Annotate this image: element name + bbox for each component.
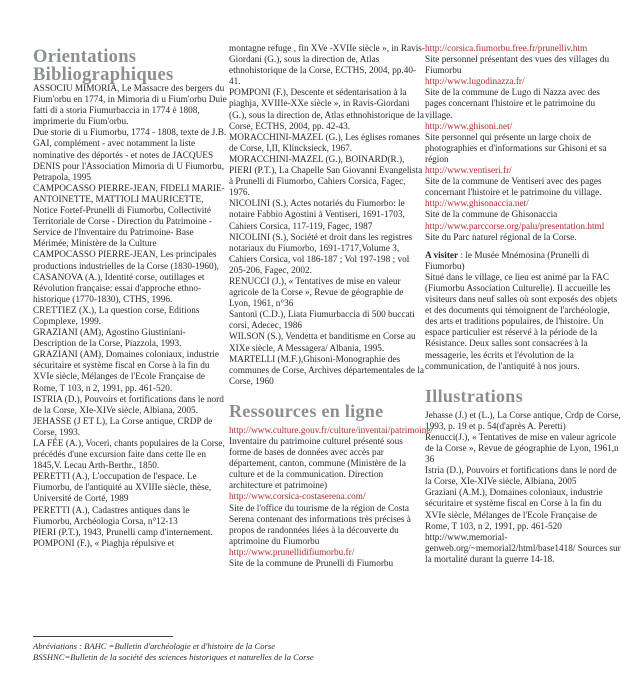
bibliography-entry: Due storie di u Fiumorbu, 1774 - 1808, texte de J.B. GAI, complément - avec notamment la liste nominative des déportés - et notes de JACQUES DENIS pour l'Association Mimoria di U Fiumorbu, Petrapola, 1995 (33, 128, 227, 183)
resource-link[interactable]: http://www.ventiseri.fr/ (425, 166, 512, 177)
resource-link[interactable]: http://www.culture.gouv.fr/culture/inventai/patrimoine/ (229, 425, 434, 436)
resource-link[interactable]: http://www.ghisonaccia.net/ (425, 199, 529, 210)
bibliography-entry: MORACCHINI-MAZEL (G.), BOINARD(R.), (229, 154, 405, 165)
column-2 (229, 44, 434, 570)
column-1 (33, 48, 229, 550)
ressources-list-part-2 (425, 44, 621, 244)
bibliography-entry: PIERI (P.T.), La Chapelle San Giovanni Evangelista à Prunelli di Fiumorbo, Cahiers Corsica, Fagec, 1976. (229, 166, 423, 199)
ressources-list-part-1 (229, 425, 434, 570)
a-visiter-paragraph (425, 251, 621, 273)
ressources-heading: Ressources en ligne (229, 400, 384, 421)
resource-description: Site de la commune de Ghisonaccia (425, 210, 558, 221)
bibliography-entry: NICOLINI (S.), Actes notariés du Fiumorbo: le notaire Fabbio Agostini à Ventiseri, 1691-1703, Cahiers Corsica, 117-119, Fagec, 1987 (229, 199, 405, 232)
a-visiter-title: : le Musée Mnémosina (Prunelli di Fiumorbu) (425, 250, 590, 272)
illustrations-list (425, 411, 621, 566)
bibliography-entry: montagne refuge , fin XVe -XVIIe siècle », in Ravis-Giordani (G.), sous la direction de, Atlas ethnohistorique de la Corse, ECTHS, 2004, pp.40-41. (229, 44, 425, 88)
footnote-rule (33, 636, 173, 637)
a-visiter-body: Situé dans le village, ce lieu est animé par la FAC (Fiumorbu Association Culturelle). Il accueille les visiteurs dans neuf salles où sont exposés des objets et des documents qui témoignent de l'archéologie, des arts et traditions populaires, de l'histoire. Un espace particulier est réservé à la période de la Résistance. Deux salles sont consacrées à la messagerie, les écrits et l'évolution de la communication, de l'antiquité à nos jours. (425, 272, 618, 372)
bibliography-entry: JEHASSE (J ET L), La Corse antique, CRDP de Corse, 1993. (33, 416, 213, 438)
bibliography-entry: MARTELLI (M.F.),Ghisoni-Monographie des communes de Corse, Archives départementales de la Corse, 1960 (229, 354, 424, 387)
bibliography-entry: PIERI (P.T.), 1943, Prunelli camp d'internement. (33, 527, 213, 538)
resource-description: Site de la commune de Ventiseri avec des pages concernant l'histoire et le patrimoine du village. (425, 177, 602, 199)
illustration-entry: Graziani (A.M.), Domaines coloniaux, industrie sécuritaire et système fiscal en Corse à la fin du XVIe siècle, Mélanges de l'Ecole Française de Rome, T 103, n 2, 1991, pp. 461-520 (425, 488, 603, 532)
bibliography-entry: GRAZIANI (AM), Domaines coloniaux, industrie sécuritaire et système fiscal en Corse à la fin du XVIe siècle, Mélanges de l'Ecole Française de Rome, T 103, n 2, 1991, pp. 461-520. (33, 350, 219, 394)
bibliography-entry: CASANOVA (A.), Identité corse, outillages et Révolution française: essai d'approche ethno-historique (1770-1830), CTHS, 1996. (33, 272, 205, 305)
bibliography-entry: ASSOCIU MIMORIA, Le Massacre des bergers du Fium'orbu en 1774, in Mimoria di u Fium'orbu Duie fatti di a storia Fiumurbaccia in 1774 è 1808, imprimerie du Fium'orbu. (33, 84, 227, 128)
resource-link[interactable]: http://www.lugodinazza.fr/ (425, 77, 525, 88)
bibliography-entry: POMPONI (F.), Descente et sédentarisation à la piaghja, XVIIIe-XXe siècle », in Ravis-Giordani (G.), sous la direction de, Atlas ethnohistorique de la Corse, ECTHS, 2004, pp. 42-43. (229, 88, 424, 132)
bibliography-entry: PERETTI (A.), L'occupation de l'espace. Le Fiumorbu, de l'antiquité au XVIIIe siècle, thèse, Université de Corté, 1989 (33, 472, 212, 505)
bibliography-entry: PERETTI (A.), Cadastres antiques dans le Fiumorbu, Archéologia Corsa, n°12-13 (33, 505, 190, 527)
bibliography-entry: MORACCHINI-MAZEL (G.), Les églises romanes de Corse, I,II, Klincksieck, 1967. (229, 132, 420, 154)
illustration-entry: Istria (D.), Pouvoirs et fortifications dans le nord de la Corse, XIe-XIVe siècle, Albiana, 2005 (425, 466, 617, 488)
resource-link[interactable]: http://www.corsica-costaserena.com/ (229, 492, 366, 503)
bibliography-entry: CAMPOCASSO PIERRE-JEAN, FIDELI MARIE-ANTOINETTE, MATTIOLI MAURICETTE, Notice Fortef-Prunelli di Fiumorbu, Collectivité Territoriale de Corse - Direction du Patrimoine - Service de l'Inventaire du Patrimoine- Base Mérimée, Ministère de la Culture (33, 183, 225, 250)
abbreviation-bsshnc: BSSHNC=Bulletin de la société des sciences historiques et naturelles de la Corse (33, 651, 314, 662)
abbreviations (33, 641, 314, 663)
bibliography-entry: WILSON (S.), Vendetta et banditisme en Corse au XIXe siècle, A Messagera/ Albania, 1995. (229, 332, 416, 354)
resource-description: Site personnel présentant des vues des villages du Fiumorbu (425, 55, 610, 77)
orientations-heading: Orientations Bibliographiques (33, 47, 174, 85)
bibliography-entry: NICOLINI (S.), Société et droit dans les registres notariaux du Fiumorbo, 1691-1717,Volume 3, Cahiers Corsica, vol 186-187 ; Vol 197-198 ; vol 205-206, Fagec, 2002. (229, 232, 413, 276)
resource-description: Site du Parc naturel régional de la Corse. (425, 232, 577, 243)
illustration-entry: Jehasse (J.) et (L.), La Corse antique, Crdp de Corse, 1993, p. 19 et p. 54(d'après A. Peretti) (425, 410, 621, 432)
bibliography-entry: CRETTIEZ (X.), La question corse, Editions Copmplexe, 1999. (33, 305, 200, 327)
resource-link[interactable]: http://www.ghisoni.net/ (425, 121, 513, 132)
bibliography-entry: CAMPOCASSO PIERRE-JEAN, Les principales productions industrielles de la Corse (1830-1960), (33, 250, 219, 272)
resource-link[interactable]: http://corsica.fiumorbu.free.fr/prunelliv.htm (425, 44, 588, 54)
bibliography-list-1 (33, 84, 229, 550)
column-3 (425, 44, 621, 566)
resource-description: Site personnel qui présente un large choix de photographies et d'informations sur Ghisoni et sa région (425, 132, 607, 165)
resource-link[interactable]: http://www.parccorse.org/palu/presentation.html (425, 221, 605, 232)
bibliography-entry: POMPONI (F.), « Piaghja répulsive et (33, 538, 175, 549)
bibliography-entry: ISTRIA (D.), Pouvoirs et fortifications dans le nord de la Corse, XIe-XIVe siècle, Albiana, 2005. (33, 394, 224, 416)
bibliography-list-2 (229, 44, 425, 388)
bibliography-entry: GRAZIANI (AM), Agostino Giustiniani- Description de la Corse, Piazzola, 1993. (33, 328, 186, 350)
a-visiter-label: A visiter (425, 250, 459, 261)
resource-description: Inventaire du patrimoine culturel présenté sous forme de bases de données avec accès par département, canton, commune (Ministère de la culture et de la communication. Direction architecture et patrimoine) (229, 437, 406, 492)
bibliography-entry: Santoni (C.D.), Liata Fiumurbaccia di 500 buccati corsi, Adecec, 1986 (229, 310, 415, 332)
bibliography-entry: LA FÉE (A.), Voceri, chants populaires de la Corse, précédés d'une excursion faite dans cette île en 1845,V. Lecau Arth-Berthr., 1850. (33, 439, 225, 472)
resource-description: Site de la commune de Prunelli di Fiumorbu (229, 559, 394, 570)
illustration-entry: Renucci(J.), « Tentatives de mise en valeur agricole de la Corse », Revue de géographie de Lyon, 1961,n 36 (425, 432, 619, 466)
illustration-entry: http://www.memorial-genweb.org/~memorial2/html/base1418/ Sources sur la mortalité durant la guerre 14-18. (425, 532, 621, 565)
resource-link[interactable]: http://www.prunellidifiumorbu.fr/ (229, 547, 355, 558)
abbreviation-bahc: Abréviations : BAHC =Bulletin d'archéologie et d'histoire de la Corse (33, 641, 276, 651)
bibliography-entry: RENUCCI (J.), « Tentatives de mise en valeur agricole de la Corse », Revue de géographie de Lyon, 1961, n°36 (229, 276, 404, 310)
resource-description: Site de la commune de Lugo di Nazza avec des pages concernant l'histoire et le patrimoine du village. (425, 88, 600, 121)
resource-description: Site de l'office du tourisme de la région de Costa Serena contenant des informations très précises à propos de randonnées liées à la découverte du aptrimoine du Fiumorbu (229, 503, 411, 547)
illustrations-heading: Illustrations (425, 385, 523, 406)
